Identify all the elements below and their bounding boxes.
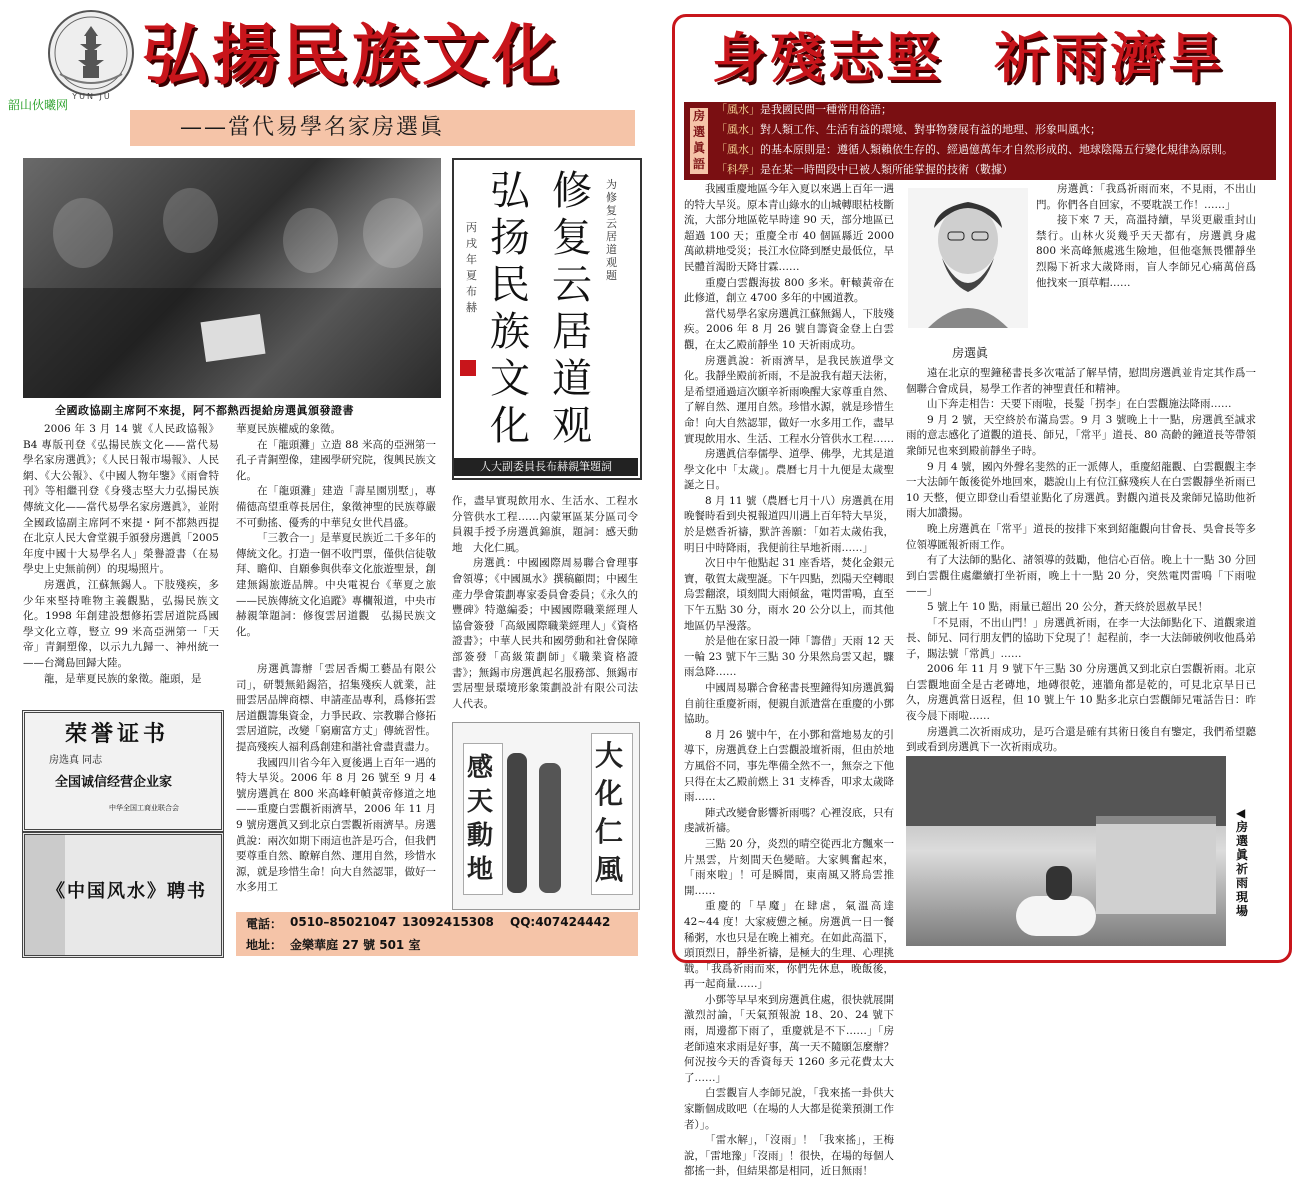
site-watermark: 韶山伙曦网 <box>8 98 69 112</box>
calligraphy-col2: 弘扬民族文化 <box>490 168 530 449</box>
banner-left-text: 感天動地 <box>467 753 494 885</box>
seal-stamp <box>460 360 476 376</box>
right-text-col2: 遠在北京的聖鐘秘書長多次電話了解旱情，慰問房選眞並肯定其作爲一個聯合會成員，易學工作者的神聖責任和精神。 山下奔走相告：天要下雨啦，長髮「拐李」在白雲觀施法降雨…… 9 月 2 號，天空終於布滿烏雲。9 月 3 號晚上十一點，房選眞至誠求雨的意志感化了道觀的道長、師兄，「常平」道長、80 高齡的鐘道長等帶領衆師兄也來到殿前靜坐子時。 9 月 4 號，國內外聲名斐然的正一派傳人，重慶紹龍觀、白雲觀觀主李一大法師午飯後從外地回來，聽說山上有位江蘇殘疾人在白雲觀靜坐祈雨已 10 天整，便立即登山看望並點化了房選眞。對觀內道長及衆師兄協助他祈雨大加讚揚。 晚上房選眞在「常平」道長的按排下來到紹龍觀向甘會長、吳會長等多位領導匯報祈雨工作。 有了大法師的點化、諸領導的鼓勵，他信心百倍。晚上十一點 30 分回到白雲觀住處繼續打坐祈雨，晚上十一點 20 分，突然電閃雷鳴「下雨啦——」 5 號上午 10 點，雨量已超出 20 公分，蒼天終於恩赦旱民！ 「不見雨，不出山門！」房選眞祈雨，在李一大法師點化下、道觀衆道長、師兄、同行朋友們的協助下兌現了！起程前，李一大法師破例收他爲弟子，賜法號「常眞」…… 2006 年 11 月 9 號下午三點 30 分房選眞又到北京白雲觀祈雨。北京白雲觀地面全是古老磚地，地磚很乾，連牆角都是乾的，可見北京旱日已久，房選眞當日返程，但 10 號上午 10 點多北京白雲觀師兄電話告日：昨夜今晨下雨啦…… 房選眞二次祈雨成功，是巧合還是確有其術日後自有鑒定，我們希望聽到或看到房選眞下一次祈雨成功。 <box>906 367 1256 754</box>
certificate-issuer: 中华全国工商业联合会 <box>109 804 179 812</box>
logo-text: YUN JU <box>72 92 112 101</box>
right-title-1: 身殘志堅 <box>712 27 944 90</box>
phone-label: 電話： <box>246 917 283 931</box>
portrait-caption: 房選眞 <box>952 346 989 360</box>
phone-number: 0510–85021047 <box>290 915 397 929</box>
portrait-photo <box>908 188 1028 328</box>
calligraphy-inscription: 为修复云居道观题 <box>606 178 617 282</box>
appointment-certificate <box>22 832 224 958</box>
banner-right-text: 大化仁風 <box>595 739 624 886</box>
right-text-col1: 我國重慶地區今年入夏以來遇上百年一遇的特大旱災。原本青山綠水的山城轉眼枯枝斷流，大部分地區乾旱時達 90 天，部分地區已超過 100 天；重慶全市 40 個區縣近 2000 萬畝耕地受災；長江水位降到歷史最低位，旱民體首渴盼天降甘霖…… 重慶白雲觀海拔 800 多米。軒轅黃帝在此修道，創立 4700 多年的中國道教。 當代易學名家房選眞江蘇無錫人，下肢殘疾。2006 年 8 月 26 號自籌資金登上白雲觀，在太乙殿前靜坐 10 天祈雨成功。 房選眞說：祈雨濟旱，是我民族道學文化。我靜坐殿前祈雨，不是說我有超天法術，是希望通過這次願辛祈雨喚醒大家尊重自然、了解自然、運用自然。珍惜水源，就是珍惜生命！向大自然認罪，做好一水多用工作，盡早實現飲用水、生活、工程水分管供水工程…… 房選眞信奉儒學、道學、佛學，尤其是道學文化中「太歲」。農曆七月十九便是太歲聖誕之日。 8 月 11 號（農曆七月十八）房選眞在用晚餐時看到央視報道四川遇上百年特大旱災，於是燃香祈禱，默許善願：「如若太歲佑我，明日中時降雨，我便前往旱地祈雨……」 次日中午他點起 31 座香塔，焚化金銀元寶，敬賀太歲聖誕。下午四點，烈陽天空轉眼烏雲翻滾，頃刻間大雨傾盆，電閃雷鳴，直至下午五點 30 分，雨水 20 公分以上，而其他地區仍旱漫落。 於是他在家日設一陣「籌借」天雨 12 天一輪 23 號下午三點 30 分果然烏雲又起，驟雨急降…… 中國周易聯合會秘書長聖鐘得知房選眞獨自前往重慶祈雨，便親自派遣當在重慶的小鄧協助。 8 月 26 號中午，在小鄧和當地易友的引導下，房選眞登上白雲觀設壇祈雨，但由於地方風俗不同，事先準備全然不一，無奈之下他只得在太乙殿前燃上 31 支棒香，叩求太歲降雨…… 陣式改變會影響祈雨嗎？心裡沒底，只有虔誠祈禱。 三點 20 分，炎烈的晴空從西北方飄來一片黑雲，片刻間天色變暗。大家興奮起來，「雨來啦」！可是瞬間，東南風又將烏雲推開…… 重慶的「旱魔」在肆虐，氣溫高達 42~44 度！大家疲憊之極。房選眞一日一餐稀粥，水也只是在晚上補充。在如此高溫下，頭頂烈日，靜坐祈禱，是極大的生理、心理挑戰。「我爲祈雨而來，你們先休息，晚飯後，再一起商量……」 小鄧等早早來到房選眞住處，很快就展開激烈討論，「天氣預報說 18、20、24 號下雨，周邊都下雨了，重慶就是不下……」「房老師遠來求雨是好事，萬一天不隨願怎麼辦？何況按今天的香資每天 1260 多元花費太大了……」 白雲觀盲人李師兄說，「我來搖一卦供大家斷個成敗吧（在場的人大都是從業預測工作者）」。 「雷水解」，「沒雨」！「我來搖」，王梅說，「雷地豫」「沒雨」！很快，在場的每個人都搖一卦，但結果都是相同，近日無雨！ <box>684 183 894 1178</box>
calligraphy-col1: 修复云居道观 <box>552 168 592 449</box>
left-text-col3: 作，盡早實現飲用水、生活水、工程水分管供水工程……內蒙軍區某分區司令員親手授予房選眞錦旗，題詞：感天動地 大化仁風。 房選眞：中國國際周易聯合會理事會領導；《中國風水》撰稿顧問；中國生產力學會策劃專家委員會委員；《永久的豐碑》特邀編委；中國國際職業經理人協會簽發「高級國際職業經理人」《資格證書》；中華人民共和國勞動和社會保障部簽發「高級策劃師」《職業資格證書》；無錫市房選眞起名服務部、無錫市雲居聖景環境形象策劃設計有限公司法人代表。 <box>452 495 638 710</box>
certificate-title: 全国诚信经营企业家 <box>55 775 173 790</box>
honor-certificate <box>22 710 224 832</box>
right-text-col2a: 房選眞：「我爲祈雨而來，不見雨，不出山門。你們各自回家，不要耽誤工作！……」 接下來 7 天，高溫持續，旱災更嚴重封山禁行。山林火災幾乎天天都有，房選眞身處 800 米高峰無處逃生險地，但他毫無畏懼靜坐烈陽下祈求大歲降雨，盲人李師兄心痛萬倍爲他找來一頂草帽…… <box>1036 183 1256 289</box>
mobile-number: 13092415308 <box>402 915 494 929</box>
left-text-col1: 2006 年 3 月 14 號《人民政協報》B4 專版刊登《弘揚民族文化——當代易學名家房選眞》；《人民日報市場報》、人民網、《大公報》、《中國人物年鑒》《雨會特刊》等相繼刊登《身殘志堅大力弘揚民族傳統文化——當代易學名家房選眞》，並附全國政協副主席阿不來提・阿不都熱西提在北京人民大會堂親手頒發房選眞「2005 年度中國十大易學名人」榮譽證書（在易學史上史無前例）的現場照片。 房選眞，江蘇無錫人。下肢殘疾，多少年來堅持唯物主義觀點，弘揚民族文化。1998 年創建設想修拓雲居道院爲國學文化立尊，豎立 99 米高亞洲第一「天帝」青銅塑像，以示九九歸一、神州統一——台灣島回歸大陸。 龍，是華夏民族的象徵。龍頭，是 <box>23 423 219 685</box>
qq-number: QQ:407424442 <box>510 915 611 929</box>
quote-label: 房選眞語 <box>690 108 708 174</box>
right-title-2: 祈雨濟旱 <box>994 27 1226 90</box>
banner-photo <box>452 722 640 910</box>
yunju-logo <box>48 10 134 96</box>
appointment-heading: 《中国风水》聘书 <box>47 881 207 902</box>
left-text-col2b: 房選眞籌辦「雲居香燭工藝品有限公司」，研製無鉛錫箔，招集殘疾人就業，註冊雲居品牌商標、申請產品專利，爲修拓雲居道觀籌集資金，力爭民政、宗教聯合修拓雲居道院，改變「窮廟富方丈」傳統習性。提高殘疾人福利爲創建和諧社會盡責盡力。 我國四川省今年入夏後遇上百年一遇的特大旱災。2006 年 8 月 26 號至 9 月 4 號房選眞在 800 米高峰軒幀黃帝修道之地——重慶白雲觀祈雨濟旱，2006 年 11 月 9 號房選眞又到北京白雲觀祈雨濟旱。房選眞說：兩次如期下雨這也許是巧合，但我們要尊重自然、瞭解自然、運用自然，珍惜水源，就是珍惜生命！向大自然認罪，做好一水多用工 <box>236 663 436 894</box>
calligraphy-caption: 人大副委員長布赫親筆題詞 <box>454 458 638 476</box>
address-value: 金樂華庭 27 號 501 室 <box>290 938 421 952</box>
award-ceremony-photo <box>23 158 441 398</box>
calligraphy-signature: 丙戌年夏 布赫 <box>466 221 477 314</box>
left-main-title: 弘揚民族文化 <box>142 17 562 94</box>
definition-item: 「科學」是在某一時間段中已被人類所能掌握的技術（數據） <box>716 163 1013 176</box>
left-page <box>0 0 650 977</box>
left-text-col2a: 華夏民族權威的象徵。 在「龍頭灘」立造 88 米高的亞洲第一孔子青銅塑像，建國學研究院，復興民族文化。 在「龍頭灘」建造「壽星園別墅」，專備德高望重尊長居住，象徵神聖的民族尊嚴不可動搖、優秀的中華兒女世代昌盛。 「三教合一」是華夏民族近二千多年的傳統文化。打造一個不收門票，僅供信徒敬拜、瞻仰、自願參與供奉文化旅遊聖景，創建無錫旅遊品牌。中央電視台《華夏之旅——民族傳統文化追蹤》專欄報道，中央市赫親筆題詞：修復雲居道觀 弘揚民族文化。 <box>236 423 436 638</box>
calligraphy-panel <box>452 158 642 480</box>
address-label: 地址： <box>246 938 283 952</box>
certificate-heading: 荣誉证书 <box>65 721 170 747</box>
portrait-figure <box>908 188 1028 328</box>
certificate-recipient: 房选真 同志 <box>49 755 103 766</box>
pagoda-icon <box>50 12 132 94</box>
definition-item: 「風水」的基本原則是：遵循人類賴依生存的、經過億萬年才自然形成的、地球陰陽五行變化規律為原則。 <box>716 143 1233 156</box>
photo-caption: 全國政協副主席阿不來提，阿不都熱西提給房選眞頒發證書 <box>55 404 354 417</box>
rain-ceremony-photo <box>906 756 1226 946</box>
definition-item: 「風水」對人類工作、生活有益的環境、對事物發展有益的地理、形象叫風水； <box>716 123 1101 136</box>
site-caption: ◀房選眞祈雨現場 <box>1236 806 1249 918</box>
definition-list <box>716 100 1272 180</box>
left-subtitle: ——當代易學名家房選眞 <box>180 115 445 140</box>
definition-item: 「風水」是我國民間一種常用俗語； <box>716 103 892 116</box>
